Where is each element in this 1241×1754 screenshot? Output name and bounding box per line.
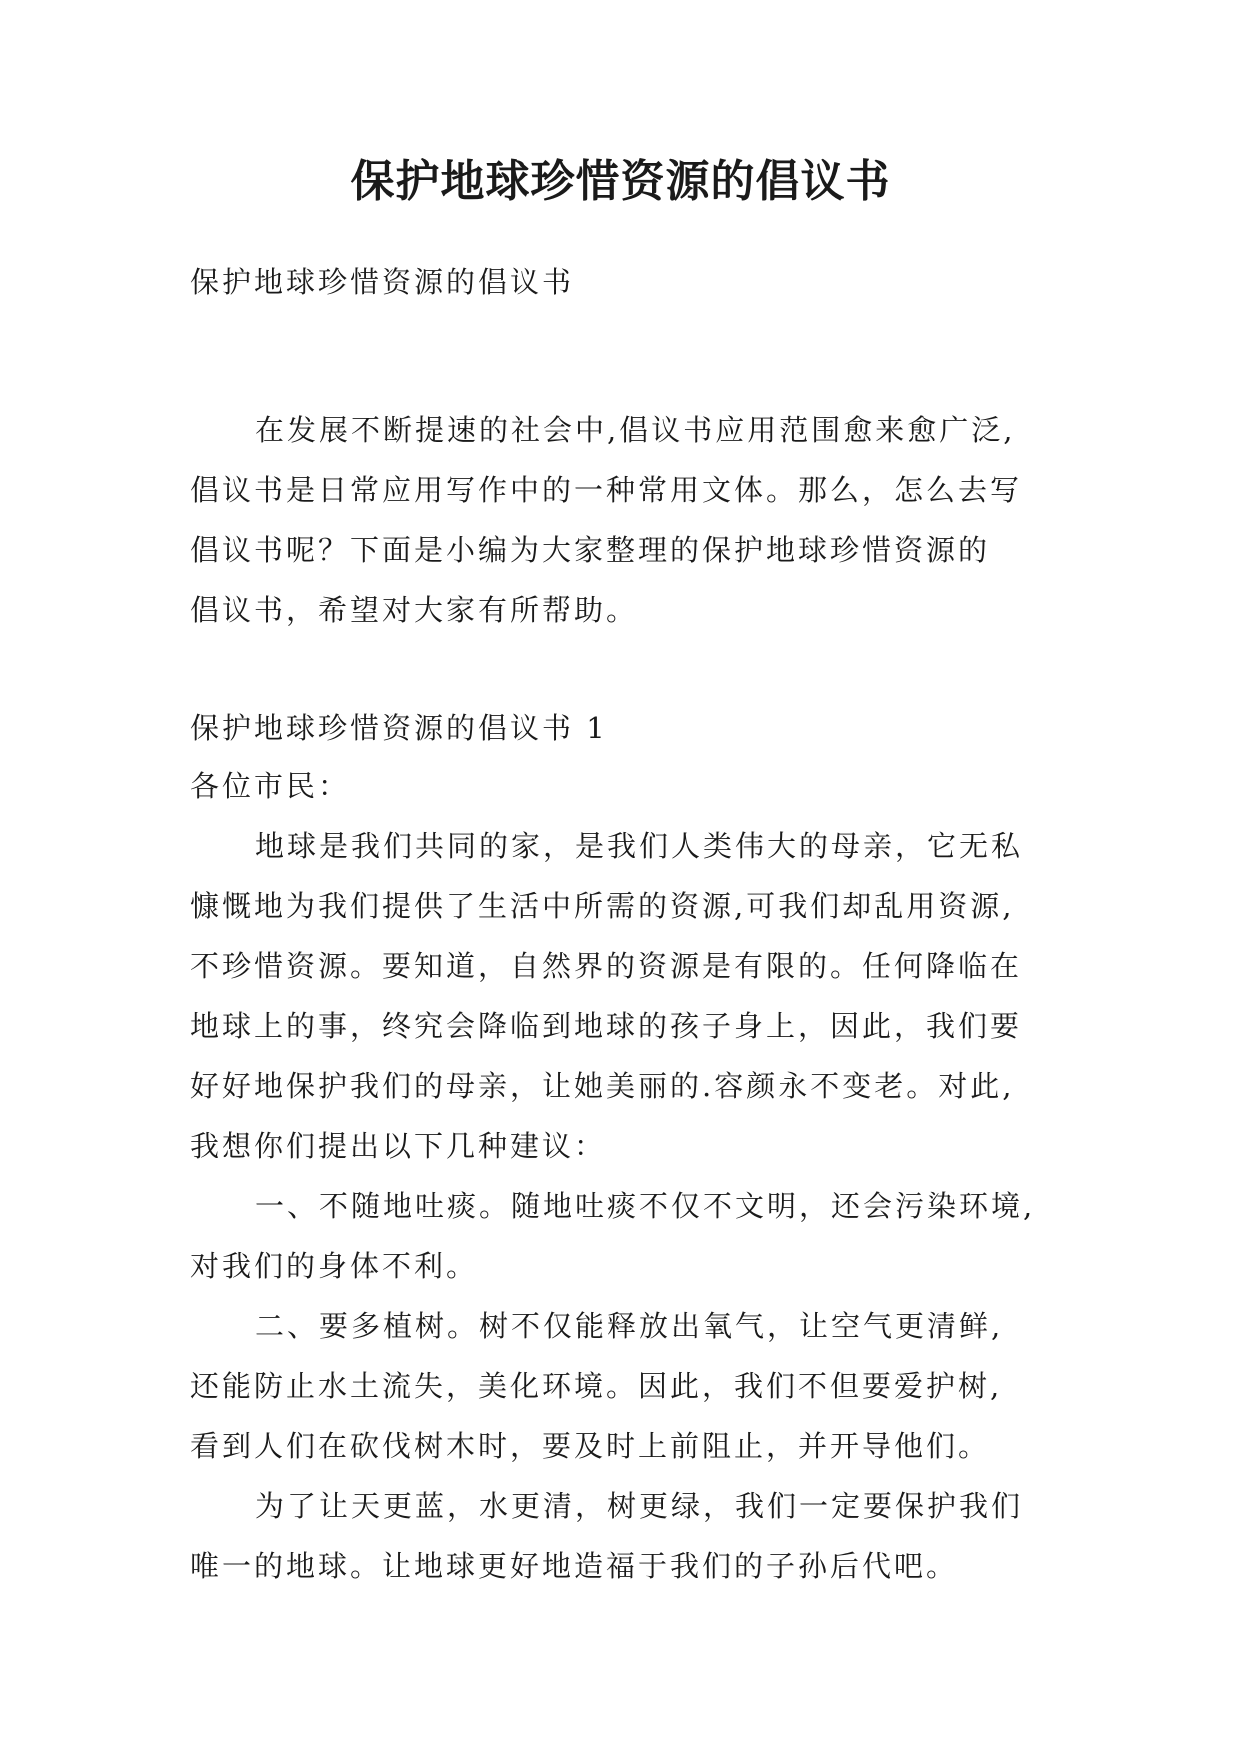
intro-line: 倡议书是日常应用写作中的一种常用文体。那么，怎么去写 [190,473,1023,507]
intro-line: 倡议书呢？下面是小编为大家整理的保护地球珍惜资源的 [190,533,991,567]
body-line: 唯一的地球。让地球更好地造福于我们的子孙后代吧。 [190,1549,959,1583]
body-line: 看到人们在砍伐树木时，要及时上前阻止，并开导他们。 [190,1429,991,1463]
body-line: 二、要多植树。树不仅能释放出氧气，让空气更清鲜, [255,1309,1004,1343]
body-line: 慷慨地为我们提供了生活中所需的资源,可我们却乱用资源, [190,889,1015,923]
body-line: 还能防止水土流失，美化环境。因此，我们不但要爱护树, [190,1369,1003,1403]
body-line: 不珍惜资源。要知道，自然界的资源是有限的。任何降临在 [190,949,1023,983]
body-line: 好好地保护我们的母亲，让她美丽的.容颜永不变老。对此, [190,1069,1015,1103]
document-title: 保护地球珍惜资源的倡议书 [350,156,891,207]
body-line: 我想你们提出以下几种建议： [190,1129,607,1163]
intro-line: 倡议书，希望对大家有所帮助。 [190,593,639,627]
body-line: 地球上的事，终究会降临到地球的孩子身上，因此，我们要 [190,1009,1023,1043]
body-line: 为了让天更蓝，水更清，树更绿，我们一定要保护我们 [255,1489,1024,1523]
document-subtitle: 保护地球珍惜资源的倡议书 [190,265,575,299]
body-line: 地球是我们共同的家，是我们人类伟大的母亲，它无私 [255,829,1024,863]
section-heading: 保护地球珍惜资源的倡议书 1 [190,711,608,745]
intro-line: 在发展不断提速的社会中,倡议书应用范围愈来愈广泛, [255,413,1016,447]
salutation: 各位市民： [190,769,351,803]
body-line: 一、不随地吐痰。随地吐痰不仅不文明，还会污染环境, [255,1189,1036,1223]
body-line: 对我们的身体不利。 [190,1249,479,1283]
